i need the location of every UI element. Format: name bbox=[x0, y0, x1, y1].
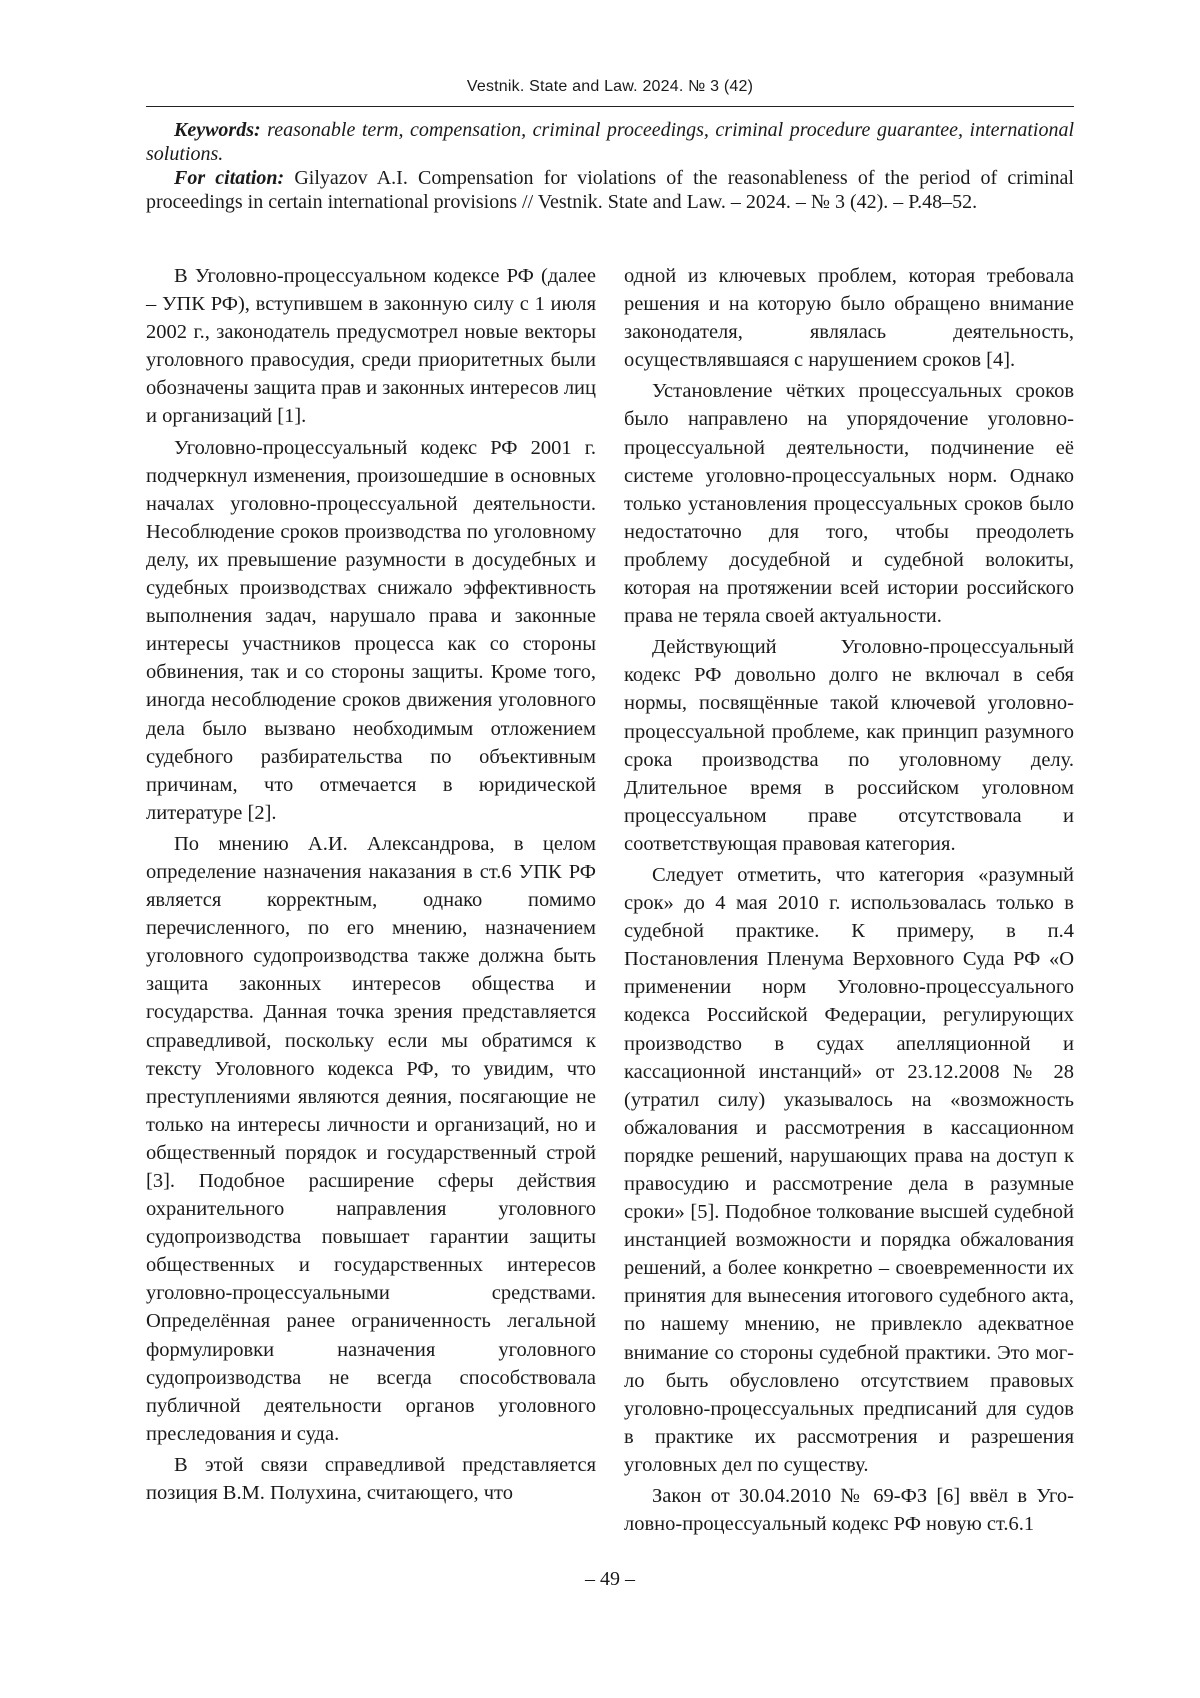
keywords-label: Keywords: bbox=[174, 119, 261, 141]
keywords-paragraph bbox=[146, 118, 1074, 166]
right-column bbox=[624, 262, 1074, 1541]
body-paragraph: Установление чётких процессуальных сроков было направлено на упорядочение уголовно-процессуальной деятельности, подчинение её системе уголовно-процессуальных норм. Однако только установления процессуальных сроков было недостаточно для того, чтобы преодолеть проблему досудебной и судебной волокиты, которая на протяжении всей истории российского права не теряла своей актуальности. bbox=[624, 380, 1074, 628]
citation-text: Gilyazov A.I. Compensation for violations of the reasonableness of the period of criminal proceedings in certain international provisions // Vestnik. State and Law. – 2024. – № 3 (42). – P.48–52. bbox=[146, 167, 1074, 213]
body-paragraph: Следует отметить, что категория «разумный срок» до 4 мая 2010 г. использовалась только в судебной практике. К примеру, в п.4 Постановления Пленума Верховного Суда РФ «О применении норм Уголовно-процессуального кодекса Российской Федерации, регулирующих производство в судах апелляционной и кассационной инстанций» от 23.12.2008 № 28 (утратил силу) указывалось на «возможность обжалования и рассмотрения в кассационном порядке решений, нарушающих права на доступ к правосудию и рассмотрение дела в разумные сроки» [5]. Подобное толкование высшей судебной инстанцией возможности и порядка обжалования решений, а более конкретно – своевременности их принятия для вынесения итогового судебного акта, по нашему мнению, не привлекло адекватное внимание со стороны судебной практики. Это могло быть обусловлено отсутствием правовых уголовно-процессуальных предписаний для судов в практике их рассмотрения и разрешения уголовных дел по существу. bbox=[624, 863, 1074, 1476]
abstract-block bbox=[146, 118, 1074, 214]
running-header: Vestnik. State and Law. 2024. № 3 (42) bbox=[466, 78, 754, 95]
page-number: – 49 – bbox=[585, 1568, 635, 1590]
citation-label: For citation: bbox=[174, 167, 285, 189]
left-column bbox=[146, 262, 596, 1510]
body-paragraph-continued: одной из ключевых проблем, которая требовала решения и на которую было обращено внимание законодателя, являлась деятельность, осуществлявшаяся с нарушением сроков [4]. bbox=[624, 265, 1074, 372]
keywords-text: reasonable term, compensation, criminal proceedings, criminal procedure guarantee, international solutions. bbox=[146, 119, 1074, 165]
body-paragraph: В этой связи справедливой представляется позиция В.М. Полухина, считающего, что bbox=[146, 1453, 596, 1505]
body-paragraph: По мнению А.И. Александрова, в целом определение назначения наказания в ст.6 УПК РФ является корректным, однако помимо перечисленного, по его мнению, назначением уголовного судопроизводства также должна быть защита законных интересов общества и государства. Данная точка зрения представляется справедливой, поскольку если мы обратимся к тексту Уголовного кодекса РФ, то увидим, что преступлениями являются деяния, посягающие не только на интересы личности и организаций, но и общественный порядок и государственный строй [3]. Подобное расширение сферы действия охранительного направления уголовного судопроизводства повышает гарантии защиты общественных и государственных интересов уголовно-процессуальными средствами. Определённая ранее ограниченность легальной формулировки назначения уголовного судопроизводства не всегда способствовала публичной деятельности органов уголовного преследования и суда. bbox=[146, 832, 596, 1445]
body-paragraph: В Уголовно-процессуальном кодексе РФ (далее – УПК РФ), вступившем в законную силу с 1 июля 2002 г., законодатель предусмотрел новые векторы уголовного правосудия, среди приоритетных были обозначены защита прав и законных интересов лиц и организаций [1]. bbox=[146, 265, 596, 428]
body-paragraph: Уголовно-процессуальный кодекс РФ 2001 г. подчеркнул изменения, произошедшие в основных началах уголовно-процессуальной деятельности. Несоблюдение сроков производства по уголовному делу, их превышение разумности в досудебных и судебных производствах снижало эффективность выполнения задач, нарушало права и законные интересы участников процесса как со стороны обвинения, так и со стороны защиты. Кроме того, иногда несоблюдение сроков движения уголовного дела было вызвано необходимым отложением судебного разбирательства по объективным причинам, что отмечается в юридической литературе [2]. bbox=[146, 436, 596, 824]
header-rule bbox=[146, 106, 1074, 107]
body-paragraph: Закон от 30.04.2010 № 69-ФЗ [6] ввёл в Уголовно-процессуальный кодекс РФ новую ст.6.1 bbox=[624, 1485, 1074, 1536]
body-paragraph: Действующий Уголовно-процессуальный кодекс РФ довольно долго не включал в себя нормы, посвящённые такой ключевой уголовно-процессуальной проблеме, как принцип разумного срока производства по уголовному делу. Длительное время в российском уголовном процессуальном праве отсутствовала и соответствующая правовая категория. bbox=[624, 636, 1074, 855]
citation-paragraph bbox=[146, 166, 1074, 214]
